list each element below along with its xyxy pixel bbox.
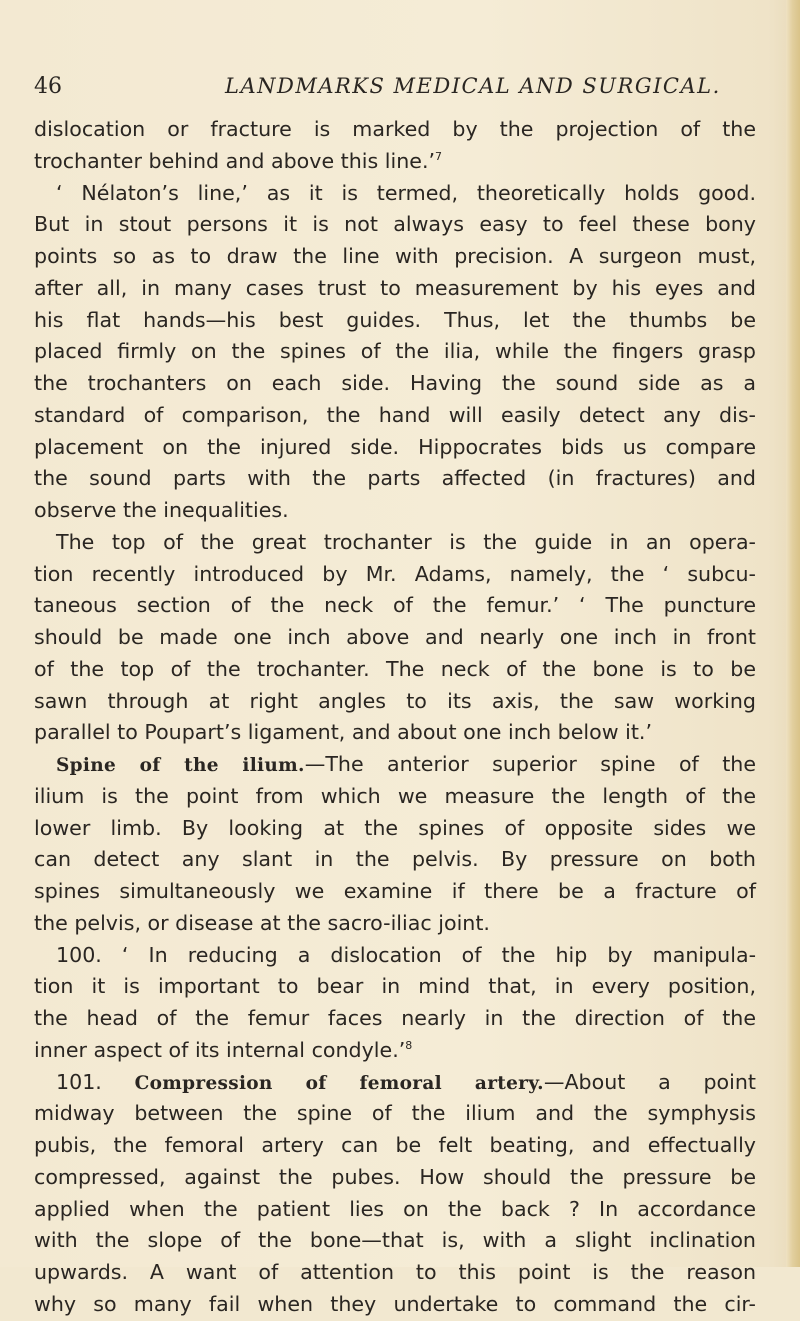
paragraph	[34, 940, 756, 1067]
text-line: 101. Compression of femoral artery.—About a point	[56, 1069, 756, 1094]
text-line: pubis, the femoral artery can be felt beating, and effectually	[34, 1133, 756, 1157]
text-line: placement on the injured side. Hippocrates bids us compare	[34, 434, 756, 459]
text-line: applied when the patient lies on the back ? In accordance	[34, 1196, 756, 1221]
text-line: with the slope of the bone—that is, with a slight inclination	[34, 1228, 756, 1253]
text-line: compressed, against the pubes. How should the pressure be	[34, 1164, 756, 1189]
text-line: his flat hands—his best guides. Thus, let the thumbs be	[34, 307, 756, 332]
text-line: parallel to Poupart’s ligament, and about one inch below it.’	[34, 720, 653, 745]
text-line: points so as to draw the line with precision. A surgeon must,	[34, 244, 756, 268]
text-line: The top of the great trochanter is the guide in an opera-	[56, 529, 756, 554]
page-edge	[786, 0, 800, 1267]
text-line: observe the inequalities.	[34, 498, 289, 522]
text-line: sawn through at right angles to its axis, the saw working	[34, 688, 756, 713]
paragraph-number: 101.	[56, 1069, 102, 1094]
text-line: Spine of the ilium.—The anterior superior spine of the	[56, 752, 756, 776]
paragraph-number: 100.	[56, 942, 102, 967]
text-line: spines simultaneously we examine if there be a fracture of	[34, 879, 756, 903]
text-line: dislocation or fracture is marked by the projection of the	[34, 117, 756, 141]
text-line: of the top of the trochanter. The neck of the bone is to be	[34, 656, 756, 681]
text-line: taneous section of the neck of the femur.’ ‘ The puncture	[34, 593, 756, 618]
paragraph	[34, 1067, 756, 1321]
section-heading-compression: Compression of femoral artery.	[134, 1072, 544, 1094]
footnote-ref: 7	[435, 149, 443, 163]
text-line: upwards. A want of attention to this point is the reason	[34, 1260, 756, 1284]
text-line: the sound parts with the parts affected (in fractures) and	[34, 466, 756, 491]
text-line: should be made one inch above and nearly one inch in front	[34, 625, 756, 649]
text-line: the pelvis, or disease at the sacro-iliac joint.	[34, 910, 490, 935]
paragraph	[34, 114, 756, 178]
text-line: trochanter behind and above this line.’$^7$	[34, 148, 443, 173]
text-line: 100. ‘ In reducing a dislocation of the hip by manipula-	[56, 942, 756, 967]
page-number: 46	[34, 74, 62, 99]
page-header	[34, 74, 754, 104]
paragraph	[34, 178, 756, 527]
running-title: LANDMARKS MEDICAL AND SURGICAL.	[225, 74, 721, 98]
page-body	[34, 114, 756, 1321]
footnote-ref: 8	[405, 1038, 413, 1052]
paragraph	[34, 749, 756, 940]
section-heading-spine: Spine of the ilium.	[56, 755, 305, 776]
text-line: inner aspect of its internal condyle.’$^8$	[34, 1037, 413, 1062]
text-line: after all, in many cases trust to measurement by his eyes and	[34, 275, 756, 300]
paragraph	[34, 527, 756, 749]
text-line: ilium is the point from which we measure the length of the	[34, 783, 756, 808]
text-line: placed firmly on the spines of the ilia, while the fingers grasp	[34, 339, 756, 364]
text-line: midway between the spine of the ilium and the symphysis	[34, 1101, 756, 1126]
text-line: ‘ Nélaton’s line,’ as it is termed, theoretically holds good.	[56, 180, 756, 205]
text-line: tion it is important to bear in mind that, in every position,	[34, 974, 756, 999]
text-line: can detect any slant in the pelvis. By pressure on both	[34, 847, 756, 872]
text-line: lower limb. By looking at the spines of opposite sides we	[34, 815, 756, 840]
text-line: the head of the femur faces nearly in the direction of the	[34, 1006, 756, 1030]
text-line: tion recently introduced by Mr. Adams, namely, the ‘ subcu-	[34, 561, 756, 586]
text-line: why so many fail when they undertake to command the cir-	[34, 1291, 756, 1316]
text-line: the trochanters on each side. Having the sound side as a	[34, 371, 756, 395]
text-line: standard of comparison, the hand will easily detect any dis-	[34, 402, 756, 427]
text-line: But in stout persons it is not always easy to feel these bony	[34, 212, 756, 237]
